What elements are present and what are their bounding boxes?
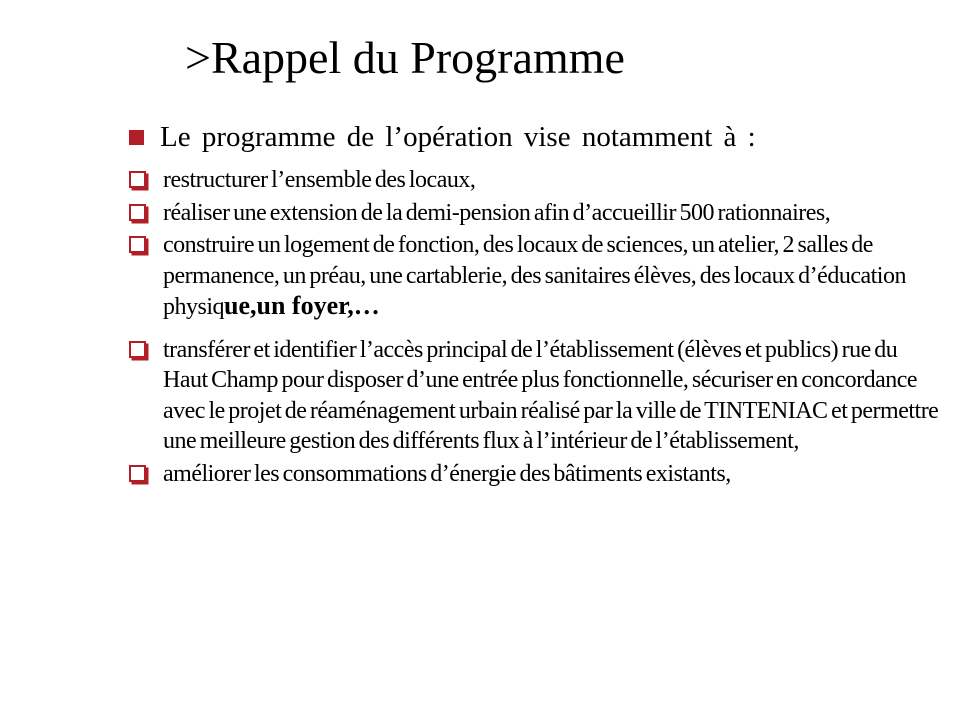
list-item-text-main: construire un logement de fonction, des locaux de sciences, un atelier, 2 salles de permanence, un préau, une cartablerie, des sanitaires élèves, des locaux d’éducation physiq <box>163 232 906 320</box>
slide-title <box>185 32 625 85</box>
title-text: Rappel du Programme <box>210 32 625 83</box>
list-item <box>129 198 941 229</box>
checkbox-bullet-icon <box>129 171 146 188</box>
slide-body <box>129 117 941 491</box>
intro-text: Le programme de l’opération vise notamment à : <box>160 121 756 153</box>
checkbox-bullet-icon <box>129 465 146 482</box>
list-item-text <box>163 230 941 323</box>
checkbox-bullet-icon <box>129 341 146 358</box>
title-prefix: > <box>185 32 211 83</box>
list-item-text: améliorer les consommations d’énergie des bâtiments existants, <box>163 460 731 487</box>
square-bullet-icon <box>129 130 144 145</box>
list-item-intro <box>129 117 941 157</box>
list-item <box>129 230 941 323</box>
checkbox-bullet-icon <box>129 204 146 221</box>
list-item-text: transférer et identifier l’accès principal de l’établissement (élèves et publics) rue du Haut Champ pour disposer d’une entrée plus fonctionnelle, sécuriser en concordance avec le projet de réaménagement urbain réalisé par la ville de TINTENIAC et permettre une meilleure gestion des différents flux à l’intérieur de l’établissement, <box>163 336 939 454</box>
list-item-text: restructurer l’ensemble des locaux, <box>163 167 476 193</box>
list-item <box>129 165 941 196</box>
list-item-text-emph: ue,un foyer,… <box>224 291 380 320</box>
checkbox-bullet-icon <box>129 236 146 253</box>
list-item <box>129 459 941 490</box>
list-item-text: réaliser une extension de la demi-pension afin d’accueillir 500 rationnaires, <box>163 199 831 226</box>
list-item <box>129 335 941 457</box>
